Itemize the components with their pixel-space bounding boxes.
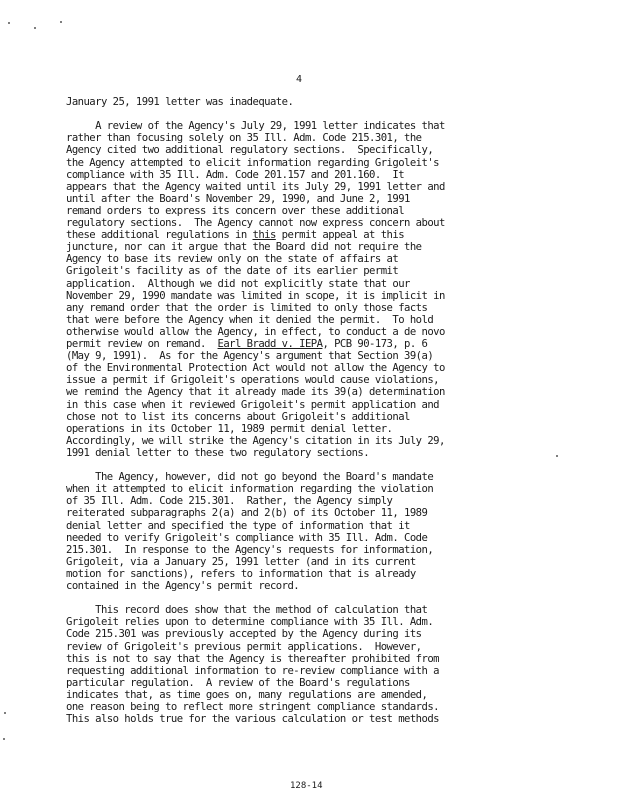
text-line: The Agency, however, did not go beyond the Board's mandate bbox=[66, 471, 434, 484]
text-line: needed to verify Grigoleit's compliance with 35 Ill. Adm. Code bbox=[66, 531, 428, 544]
scan-speck bbox=[4, 712, 6, 714]
text-line: Code 215.301 was previously accepted by the Agency during its bbox=[66, 628, 422, 641]
text-line: Agency cited two additional regulatory sections. Specifically, bbox=[66, 144, 434, 157]
text-line: review of Grigoleit's previous permit applications. However, bbox=[66, 640, 422, 653]
text-line: This also holds true for the various calculation or test methods bbox=[66, 713, 439, 726]
footer-code: 128-14 bbox=[290, 781, 323, 791]
text-line: this is not to say that the Agency is thereafter prohibited from bbox=[66, 652, 439, 665]
text-line: any remand order that the order is limited to only those facts bbox=[66, 301, 428, 314]
text-line: that were before the Agency when it denied the permit. To hold bbox=[66, 313, 434, 326]
text-line: issue a permit if Grigoleit's operations would cause violations, bbox=[66, 374, 439, 387]
text-line: January 25, 1991 letter was inadequate. bbox=[66, 96, 294, 108]
text-line: contained in the Agency's permit record. bbox=[66, 580, 300, 592]
text-line: requesting additional information to re-review compliance with a bbox=[66, 664, 439, 677]
text-line: until after the Board's November 29, 1990, and June 2, 1991 bbox=[66, 192, 410, 205]
text-line: we remind the Agency that it already made its 39(a) determination bbox=[66, 386, 445, 399]
text-line: November 29, 1990 mandate was limited in scope, it is implicit in bbox=[66, 289, 445, 302]
text-line: application. Although we did not explicitly state that our bbox=[66, 277, 410, 290]
text-line: remand orders to express its concern over these additional bbox=[66, 204, 405, 217]
text-line: A review of the Agency's July 29, 1991 letter indicates that bbox=[66, 120, 445, 133]
text-line: Grigoleit, via a January 25, 1991 letter (and in its current bbox=[66, 555, 416, 568]
text-line: 215.301. In response to the Agency's requests for information, bbox=[66, 543, 434, 556]
text-line: rather than focusing solely on 35 Ill. Adm. Code 215.301, the bbox=[66, 132, 422, 145]
text-line: these additional regulations in this permit appeal at this bbox=[66, 229, 405, 242]
text-line: the Agency attempted to elicit information regarding Grigoleit's bbox=[66, 156, 439, 169]
scan-speck bbox=[34, 27, 36, 29]
underlined-text: this bbox=[252, 229, 276, 242]
scan-speck bbox=[556, 455, 558, 457]
text-line: Grigoleit relies upon to determine compliance with 35 Ill. Adm. bbox=[66, 616, 434, 629]
text-line: Grigoleit's facility as of the date of its earlier permit bbox=[66, 265, 399, 278]
text-line: permit review on remand. Earl Bradd v. IEPA, PCB 90-173, p. 6 bbox=[66, 338, 428, 350]
text-line: 1991 denial letter to these two regulatory sections. bbox=[66, 446, 370, 459]
text-line: of 35 Ill. Adm. Code 215.301. Rather, the Agency simply bbox=[66, 495, 393, 508]
scan-speck bbox=[3, 738, 5, 740]
text-line: operations in its October 11, 1989 permit denial letter. bbox=[66, 422, 393, 435]
page-number: 4 bbox=[296, 74, 303, 85]
text-line: denial letter and specified the type of information that it bbox=[66, 519, 410, 532]
text-line: compliance with 35 Ill. Adm. Code 201.157 and 201.160. It bbox=[66, 168, 405, 181]
text-line: in this case when it reviewed Grigoleit's permit application and bbox=[66, 398, 439, 411]
text-line: when it attempted to elicit information regarding the violation bbox=[66, 483, 434, 496]
text-line: particular regulation. A review of the Board's regulations bbox=[66, 676, 410, 689]
text-line: This record does show that the method of calculation that bbox=[66, 604, 428, 617]
text-line: (May 9, 1991). As for the Agency's argument that Section 39(a) bbox=[66, 350, 434, 363]
text-line: Agency to base its review only on the state of affairs at bbox=[66, 253, 399, 266]
text-line: indicates that, as time goes on, many regulations are amended, bbox=[66, 688, 428, 701]
text-line: Accordingly, we will strike the Agency's citation in its July 29, bbox=[66, 434, 445, 447]
text-line: one reason being to reflect more stringent compliance standards. bbox=[66, 701, 439, 713]
text-line: otherwise would allow the Agency, in effect, to conduct a de novo bbox=[66, 325, 445, 338]
text-line: appears that the Agency waited until its July 29, 1991 letter and bbox=[66, 180, 445, 193]
scan-speck bbox=[60, 21, 62, 23]
text-line: reiterated subparagraphs 2(a) and 2(b) of its October 11, 1989 bbox=[66, 507, 428, 520]
text-line: chose not to list its concerns about Grigoleit's additional bbox=[66, 410, 410, 423]
scan-speck bbox=[8, 22, 10, 24]
text-line: of the Environmental Protection Act would not allow the Agency to bbox=[66, 362, 445, 375]
text-line: motion for sanctions), refers to information that is already bbox=[66, 567, 416, 580]
underlined-text: Earl Bradd v. IEPA bbox=[217, 338, 323, 350]
text-line: juncture, nor can it argue that the Board did not require the bbox=[66, 241, 422, 254]
text-line: regulatory sections. The Agency cannot now express concern about bbox=[66, 217, 445, 229]
